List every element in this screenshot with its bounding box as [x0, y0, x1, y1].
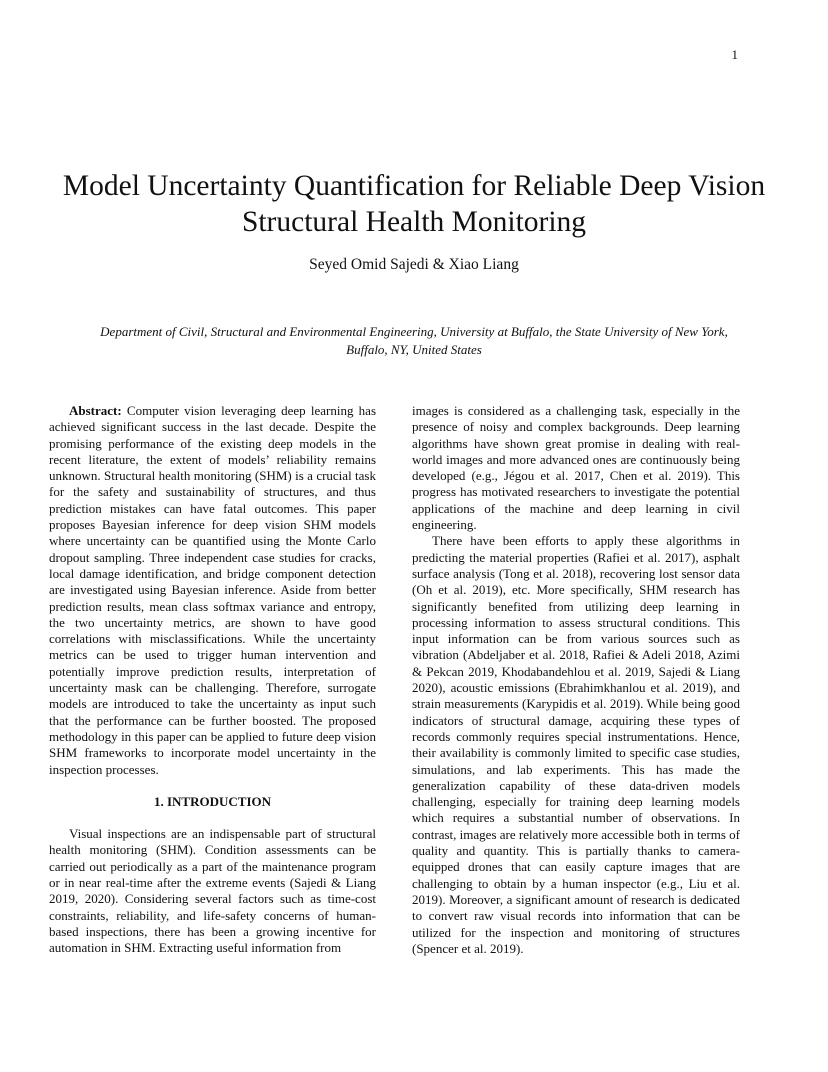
right-column: [412, 403, 740, 957]
abstract-paragraph: [49, 403, 376, 778]
abstract-label: Abstract:: [69, 403, 122, 418]
abstract-text: Computer vision leveraging deep learning has achieved significant success in the last decade. Despite the promising performance of the existing deep models in the recent literature, the extent of models’ reliability remains unknown. Structural health monitoring (SHM) is a crucial task for the safety and sustainability of structures, and thus prediction mistakes can have fatal outcomes. This paper proposes Bayesian inference for deep vision SHM models where uncertainty can be quantified using the Monte Carlo dropout sampling. Three independent case studies for cracks, local damage identification, and bridge component detection are investigated using Bayesian inference. Aside from better prediction results, mean class softmax variance and entropy, the two uncertainty metrics, are shown to have good correlations with misclassifications. While the uncertainty metrics can be used to trigger human intervention and potentially improve prediction results, interpretation of uncertainty mask can be challenging. Therefore, surrogate models are introduced to take the uncertainty as input such that the performance can be further boosted. The proposed methodology in this paper can be applied to future deep vision SHM frameworks to incorporate model uncertainty in the inspection processes.: [49, 403, 376, 777]
page-number: 1: [731, 47, 738, 62]
intro-paragraph-1-part-2: images is considered as a challenging task, especially in the presence of noisy and complex backgrounds. Deep learning algorithms have shown great promise in dealing with real-world images and more advanced ones are continuously being developed (e.g., Jégou et al. 2017, Chen et al. 2019). This progress has motivated researchers to investigate the potential applications of the machine and deep learning in civil engineering.: [412, 403, 740, 533]
left-column: [49, 403, 376, 957]
intro-paragraph-2: There have been efforts to apply these algorithms in predicting the material properties (Rafiei et al. 2017), asphalt surface analysis (Tong et al. 2018), recovering lost sensor data (Oh et al. 2019), etc. More specifically, SHM research has significantly benefited from utilizing deep learning in processing information to assess structural conditions. This input information can be from various sources such as vibration (Abdeljaber et al. 2018, Rafiei & Adeli 2018, Azimi & Pekcan 2019, Khodabandehlou et al. 2019, Sajedi & Liang 2020), acoustic emissions (Ebrahimkhanlou et al. 2019), and strain measurements (Karypidis et al. 2019). While being good indicators of structural damage, acquiring these types of records commonly requires special instrumentations. Hence, their availability is commonly limited to specific case studies, simulations, and lab experiments. This has made the generalization capability of these data-driven models challenging, especially for training deep learning models which requires a substantial number of observations. In contrast, images are relatively more accessible both in terms of quality and quantity. This is partially thanks to camera-equipped drones that can easily capture images that are challenging to obtain by a human inspector (e.g., Liu et al. 2019). Moreover, a significant amount of research is dedicated to convert raw visual records into information that can be utilized for the inspection and monitoring of structures (Spencer et al. 2019).: [412, 533, 740, 956]
section-heading-introduction: 1. INTRODUCTION: [153, 793, 271, 809]
paper-affiliation: Department of Civil, Structural and Environmental Engineering, University at Buffalo, the State University of New York, Buffalo, NY, United States: [100, 324, 728, 357]
paper-title: Model Uncertainty Quantification for Reliable Deep Vision Structural Health Monitoring: [62, 170, 766, 238]
paper-authors: Seyed Omid Sajedi & Xiao Liang: [309, 256, 519, 273]
intro-paragraph-1-part-1: Visual inspections are an indispensable part of structural health monitoring (SHM). Condition assessments can be carried out periodically as a part of the maintenance program or in near real-time after the extreme events (Sajedi & Liang 2019, 2020). Considering several factors such as time-cost constraints, reliability, and life-safety concerns of human-based inspections, there has been a growing incentive for automation in SHM. Extracting useful information from: [49, 826, 376, 956]
